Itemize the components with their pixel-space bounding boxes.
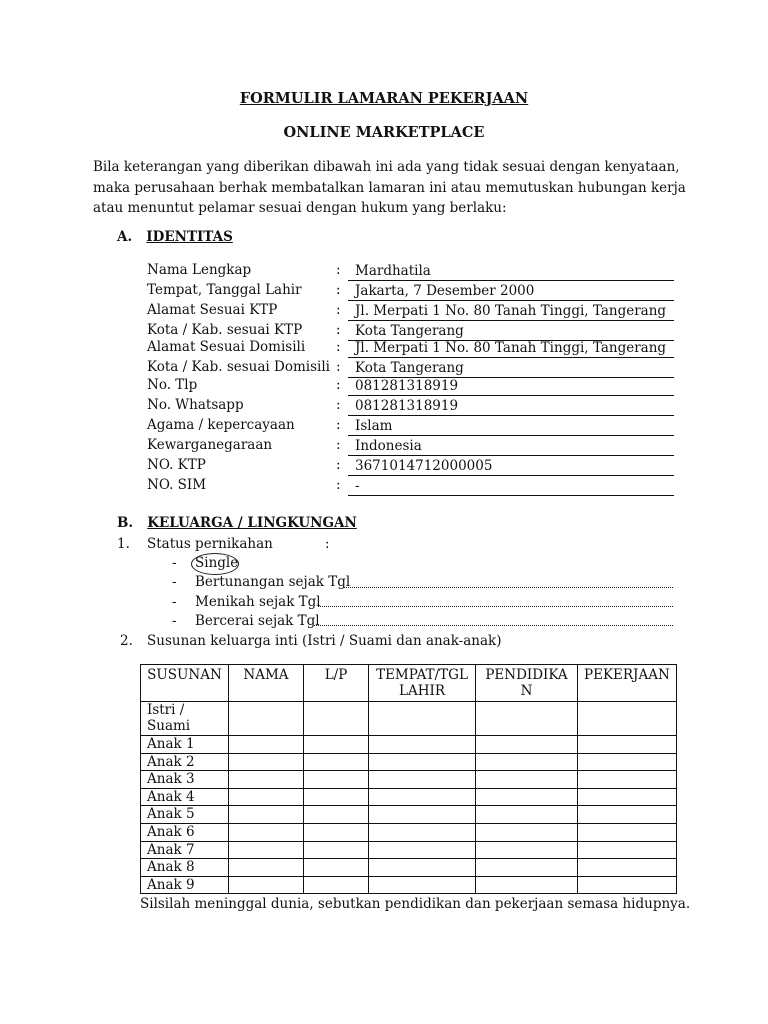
family-member-label: Anak 8 <box>141 859 229 877</box>
identity-value-field[interactable]: Islam <box>348 418 674 436</box>
table-cell[interactable] <box>369 736 476 754</box>
family-member-label: Anak 5 <box>141 806 229 824</box>
table-cell[interactable] <box>476 876 578 894</box>
table-cell[interactable] <box>304 771 369 789</box>
identity-value-field[interactable]: - <box>348 478 674 496</box>
table-cell[interactable] <box>476 841 578 859</box>
option-dash: - <box>172 594 177 610</box>
table-row <box>141 702 677 736</box>
table-cell[interactable] <box>229 788 304 806</box>
identity-colon: : <box>336 457 341 473</box>
identity-label: No. Whatsapp <box>147 397 244 413</box>
identity-value-field[interactable]: 081281318919 <box>348 378 674 396</box>
identity-colon: : <box>336 262 341 278</box>
family-member-label: Anak 6 <box>141 823 229 841</box>
identity-label: Agama / kepercayaan <box>147 417 295 433</box>
identity-value-field[interactable]: Mardhatila <box>348 263 674 281</box>
identity-label: Kota / Kab. sesuai KTP <box>147 322 303 338</box>
table-row <box>141 876 677 894</box>
identity-label: Alamat Sesuai Domisili <box>147 339 306 355</box>
table-row <box>141 823 677 841</box>
table-cell[interactable] <box>476 806 578 824</box>
marital-status-colon: : <box>325 536 330 552</box>
table-cell[interactable] <box>304 788 369 806</box>
table-cell[interactable] <box>304 876 369 894</box>
identity-label: Alamat Sesuai KTP <box>147 302 278 318</box>
table-row <box>141 841 677 859</box>
table-cell[interactable] <box>304 736 369 754</box>
family-composition-label: Susunan keluarga inti (Istri / Suami dan anak-anak) <box>147 633 502 649</box>
table-cell[interactable] <box>578 859 677 877</box>
table-cell[interactable] <box>229 771 304 789</box>
marital-option-2[interactable]: Bertunangan sejak Tgl <box>195 574 351 590</box>
identity-colon: : <box>336 437 341 453</box>
identity-label: Tempat, Tanggal Lahir <box>147 282 302 298</box>
intro-line-3: atau menuntut pelamar sesuai dengan hukum yang berlaku: <box>93 200 507 216</box>
table-cell[interactable] <box>476 771 578 789</box>
family-member-label: Anak 7 <box>141 841 229 859</box>
table-cell[interactable] <box>369 859 476 877</box>
table-cell[interactable] <box>369 841 476 859</box>
table-cell[interactable] <box>229 736 304 754</box>
table-cell[interactable] <box>476 788 578 806</box>
header-tempat-tgl-lahir: TEMPAT/TGL LAHIR <box>369 665 476 702</box>
date-fill-line[interactable] <box>318 606 673 607</box>
table-cell[interactable] <box>229 702 304 736</box>
table-cell[interactable] <box>369 806 476 824</box>
family-member-label: Anak 3 <box>141 771 229 789</box>
table-cell[interactable] <box>369 788 476 806</box>
identity-value-field[interactable]: Jl. Merpati 1 No. 80 Tanah Tinggi, Tangerang <box>348 303 674 321</box>
table-row <box>141 859 677 877</box>
table-cell[interactable] <box>578 736 677 754</box>
table-cell[interactable] <box>229 753 304 771</box>
identity-colon: : <box>336 302 341 318</box>
table-row <box>141 753 677 771</box>
form-subtitle: ONLINE MARKETPLACE <box>283 124 485 141</box>
identity-value-field[interactable]: 081281318919 <box>348 398 674 416</box>
identity-value-field[interactable]: Jakarta, 7 Desember 2000 <box>348 283 674 301</box>
date-fill-line[interactable] <box>314 625 673 626</box>
identity-colon: : <box>336 282 341 298</box>
option-dash: - <box>172 574 177 590</box>
table-row <box>141 771 677 789</box>
table-cell[interactable] <box>476 859 578 877</box>
table-cell[interactable] <box>304 859 369 877</box>
section-b-title: KELUARGA / LINGKUNGAN <box>147 515 357 531</box>
option-dash: - <box>172 555 177 571</box>
table-cell[interactable] <box>578 702 677 736</box>
family-member-label: Anak 4 <box>141 788 229 806</box>
identity-colon: : <box>336 397 341 413</box>
table-cell[interactable] <box>476 736 578 754</box>
intro-line-2: maka perusahaan berhak membatalkan lamaran ini atau memutuskan hubungan kerja <box>93 179 686 196</box>
form-title: FORMULIR LAMARAN PEKERJAAN <box>239 90 529 107</box>
identity-label: Kota / Kab. sesuai Domisili <box>147 359 330 375</box>
marital-status-label: Status pernikahan <box>147 536 273 552</box>
identity-colon: : <box>336 359 341 375</box>
table-cell[interactable] <box>578 876 677 894</box>
table-cell[interactable] <box>578 841 677 859</box>
table-cell[interactable] <box>369 753 476 771</box>
identity-label: NO. SIM <box>147 477 207 493</box>
family-table <box>140 664 677 894</box>
table-cell[interactable] <box>229 806 304 824</box>
section-a-title: IDENTITAS <box>146 229 233 245</box>
section-a-letter: A. <box>117 229 133 245</box>
identity-colon: : <box>336 477 341 493</box>
table-cell[interactable] <box>304 841 369 859</box>
table-cell[interactable] <box>304 753 369 771</box>
identity-value-field[interactable]: Kota Tangerang <box>348 323 674 341</box>
table-cell[interactable] <box>229 876 304 894</box>
table-cell[interactable] <box>229 823 304 841</box>
header-lp: L/P <box>304 665 369 702</box>
identity-label: No. Tlp <box>147 377 198 393</box>
table-cell[interactable] <box>476 702 578 736</box>
footnote: Silsilah meninggal dunia, sebutkan pendidikan dan pekerjaan semasa hidupnya. <box>140 896 691 912</box>
table-cell[interactable] <box>304 806 369 824</box>
table-cell[interactable] <box>476 823 578 841</box>
header-pekerjaan: PEKERJAAN <box>578 665 677 702</box>
table-cell[interactable] <box>578 788 677 806</box>
section-b-letter: B. <box>117 515 134 531</box>
identity-colon: : <box>336 377 341 393</box>
identity-colon: : <box>336 322 341 338</box>
marital-option-3[interactable]: Menikah sejak Tgl <box>195 594 321 610</box>
section-b-heading <box>117 515 357 531</box>
table-cell[interactable] <box>229 841 304 859</box>
table-cell[interactable] <box>304 823 369 841</box>
table-cell[interactable] <box>304 702 369 736</box>
option-dash: - <box>172 613 177 629</box>
table-cell[interactable] <box>578 771 677 789</box>
identity-colon: : <box>336 339 341 355</box>
family-table-header-row <box>141 665 677 702</box>
table-cell[interactable] <box>578 823 677 841</box>
header-susunan: SUSUNAN <box>141 665 229 702</box>
table-cell[interactable] <box>369 876 476 894</box>
marital-option-1[interactable]: Single <box>195 555 239 571</box>
table-row <box>141 788 677 806</box>
table-row <box>141 806 677 824</box>
table-row <box>141 736 677 754</box>
table-cell[interactable] <box>578 753 677 771</box>
identity-label: NO. KTP <box>147 457 206 473</box>
table-cell[interactable] <box>476 753 578 771</box>
date-fill-line[interactable] <box>344 587 673 588</box>
identity-label: Kewarganegaraan <box>147 437 273 453</box>
item-1-number: 1. <box>117 536 130 552</box>
intro-paragraph <box>93 157 693 219</box>
family-member-label: Anak 1 <box>141 736 229 754</box>
intro-line-1: Bila keterangan yang diberikan dibawah ini ada yang tidak sesuai dengan kenyataan, <box>93 159 680 175</box>
item-2-number: 2. <box>120 633 133 649</box>
marital-option-4[interactable]: Bercerai sejak Tgl <box>195 613 320 629</box>
identity-label: Nama Lengkap <box>147 262 252 278</box>
table-cell[interactable] <box>578 806 677 824</box>
header-nama: NAMA <box>229 665 304 702</box>
family-member-label: Istri / Suami <box>141 702 229 736</box>
header-pendidikan: PENDIDIKAN <box>476 665 578 702</box>
identity-value-field[interactable]: 3671014712000005 <box>348 458 674 476</box>
table-cell[interactable] <box>369 823 476 841</box>
section-a-heading <box>117 229 233 245</box>
table-cell[interactable] <box>369 702 476 736</box>
identity-value-field[interactable]: Indonesia <box>348 438 674 456</box>
identity-value-field[interactable]: Jl. Merpati 1 No. 80 Tanah Tinggi, Tangerang <box>348 340 674 358</box>
family-member-label: Anak 2 <box>141 753 229 771</box>
table-cell[interactable] <box>369 771 476 789</box>
identity-value-field[interactable]: Kota Tangerang <box>348 360 674 378</box>
identity-colon: : <box>336 417 341 433</box>
family-member-label: Anak 9 <box>141 876 229 894</box>
table-cell[interactable] <box>229 859 304 877</box>
